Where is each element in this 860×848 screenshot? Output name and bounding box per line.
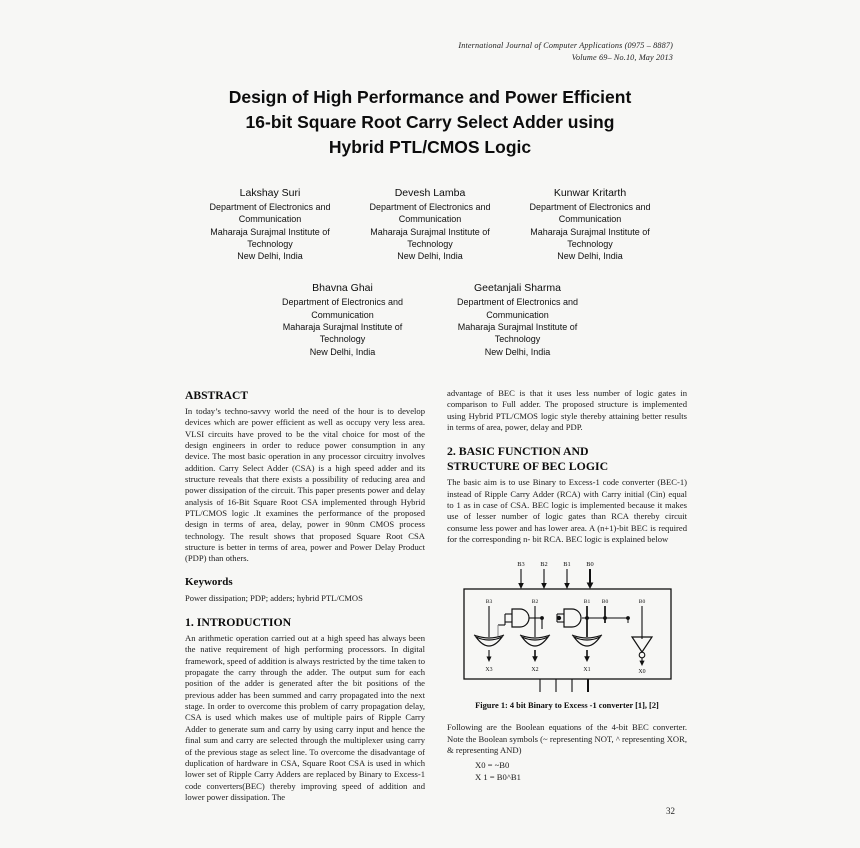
- equation-x1: X 1 = B0^B1: [475, 772, 521, 783]
- author-city: New Delhi, India: [557, 251, 623, 262]
- author-city: New Delhi, India: [484, 346, 551, 357]
- figure-node-label-b3: B3: [485, 599, 492, 606]
- author-name: Lakshay Suri: [239, 187, 301, 199]
- figure-output-label-x0: X0: [637, 669, 646, 676]
- title-line-1: Design of High Performance and Power Efficient: [228, 87, 632, 107]
- title-line-2: 16-bit Square Root Carry Select Adder using: [245, 112, 615, 132]
- author-department: Department of Electronics and Communication: [456, 297, 579, 320]
- author-department: Department of Electronics and Communication: [369, 202, 491, 225]
- figure-1-graphic: [447, 557, 687, 692]
- keywords-text: Power dissipation; PDP; adders; hybrid PTL/CMOS: [185, 592, 363, 603]
- author-city: New Delhi, India: [237, 251, 303, 262]
- author-department: Department of Electronics and Communication: [209, 202, 331, 225]
- paper-title: [185, 85, 675, 160]
- author-name: Bhavna Ghai: [312, 282, 373, 295]
- author-block: [430, 281, 605, 357]
- abstract-heading: ABSTRACT: [185, 388, 249, 402]
- body-columns: [185, 387, 687, 803]
- figure-1: [447, 557, 687, 711]
- figure-node-label-b1: B1: [583, 599, 590, 606]
- figure-node-label-b0b: B0: [638, 599, 645, 606]
- author-name: Geetanjali Sharma: [474, 282, 561, 295]
- introduction-text: An arithmetic operation carried out at a high speed has always been the native requirement of high performing processors. In digital framework, speed of addition is always restricted by the time taken to propagate the carry through the adder. The output sum for each position of the adder is generated after the bit positions of the previous adder has been summed and carry propagated into the next stage. In order to overcome this problem of carry propagation delay, CSA is used which makes use of multiple pairs of Ripple Carry Adder to generate sum and carry by using carry input and hence the final sum and carry are selected through the multiplexer using carry of the previous stage as select line. To overcome the disadvantage of duplication of hardware in CSA, Square Root CSA is used in which lower set of Ripple Carry Adders are replaced by Binary to Excess-1 code converters(BEC) thereby improving speed of addition and lower power dissipation. The: [185, 633, 425, 802]
- figure-and-gate-2: [564, 609, 581, 627]
- author-city: New Delhi, India: [397, 251, 463, 262]
- section-2-heading: [447, 444, 687, 474]
- abstract-text: In today’s techno-savvy world the need of the hour is to develop devices which are power efficient as well as occupy very less area. VLSI circuits have proved to be the vital choice for most of the design engineers in order to reduce power consumption in any device. The most basic operation in any processor circuitry involves addition. Carry Select Adder (CSA) is a high speed adder and its structure reveals that there exists a possibility of reducing area and power dissipation of the circuit. This paper presents power and delay analysis of 16-Bit Square Root CSA implemented through Hybrid PTL/CMOS logic .It examines the performance of the proposed design in terms of area, delay, power in 90nm CMOS process technology. The result shows that proposed Square Root CSA structure is better in terms of area, power and Power Delay Product (PDP) than others.: [185, 405, 425, 564]
- author-block: [255, 281, 430, 357]
- author-organization: Maharaja Surajmal Institute of Technology: [282, 322, 403, 345]
- section-2-heading-line-1: 2. BASIC FUNCTION AND: [447, 444, 589, 459]
- figure-output-label-x2: X2: [530, 667, 539, 674]
- left-column: [185, 388, 425, 803]
- introduction-continuation-text: advantage of BEC is that it uses less number of logic gates in comparison to Full adder. The proposed structure is implemented using Hybrid PTL/CMOS logic style thereby attaining better results in terms of area, power, delay and PDP.: [447, 387, 687, 432]
- boolean-equations-list: [447, 760, 687, 783]
- author-department: Department of Electronics and Communication: [529, 202, 651, 225]
- figure-node-label-b0a: B0: [601, 599, 608, 606]
- author-organization: Maharaja Surajmal Institute of Technology: [210, 226, 330, 249]
- figure-and-gate-1: [512, 609, 529, 627]
- introduction-heading: 1. INTRODUCTION: [185, 615, 292, 630]
- section-2-heading-line-2: STRUCTURE OF BEC LOGIC: [447, 459, 609, 474]
- figure-input-label-b1: B1: [562, 561, 571, 569]
- page-number: 32: [666, 806, 675, 816]
- figure-1-caption: Figure 1: 4 bit Binary to Excess -1 converter [1], [2]: [475, 701, 659, 711]
- running-head: [185, 40, 675, 63]
- figure-input-label-b3: B3: [516, 561, 525, 569]
- author-name: Devesh Lamba: [394, 187, 466, 199]
- author-organization: Maharaja Surajmal Institute of Technology: [370, 226, 490, 249]
- figure-output-label-x1: X1: [582, 667, 591, 674]
- author-block: [350, 186, 510, 262]
- right-column: [447, 388, 687, 803]
- author-department: Department of Electronics and Communication: [281, 297, 404, 320]
- author-block: [510, 186, 670, 262]
- author-organization: Maharaja Surajmal Institute of Technology: [457, 322, 578, 345]
- bec-converter-diagram: [460, 557, 675, 692]
- figure-input-label-b2: B2: [539, 561, 548, 569]
- figure-output-label-x3: X3: [484, 667, 493, 674]
- figure-node-label-b2: B2: [531, 599, 538, 606]
- journal-name: International Journal of Computer Applications (0975 – 8887): [458, 41, 673, 50]
- figure-input-label-b0: B0: [585, 561, 594, 569]
- author-name: Kunwar Kritarth: [553, 187, 627, 199]
- author-block: [190, 186, 350, 262]
- figure-inverter-gate-x0: [632, 637, 652, 658]
- keywords-heading: Keywords: [185, 575, 233, 588]
- equation-x0: X0 = ~B0: [475, 760, 510, 771]
- title-line-3: Hybrid PTL/CMOS Logic: [328, 137, 532, 157]
- authors-row-2: [185, 281, 675, 357]
- author-organization: Maharaja Surajmal Institute of Technology: [530, 226, 650, 249]
- authors-row-1: [185, 186, 675, 262]
- boolean-equations-intro-text: Following are the Boolean equations of the 4-bit BEC converter. Note the Boolean symbols (~ representing NOT, ^ representing XOR, & representing AND): [447, 722, 687, 756]
- section-2-text: The basic aim is to use Binary to Excess-1 code converter (BEC-1) instead of Ripple Carry Adder (RCA) with Carry initial (Cin) equal to 1 as in case of CSA. BEC logic is implemented because it makes use of lesser number of logic gates than RCA thereby circuit consume less power and has lower area. A (n+1)-bit BEC is required for the corresponding n- bit RCA. BEC logic is explained below: [447, 477, 687, 545]
- volume-issue: Volume 69– No.10, May 2013: [571, 52, 673, 62]
- author-city: New Delhi, India: [309, 346, 376, 357]
